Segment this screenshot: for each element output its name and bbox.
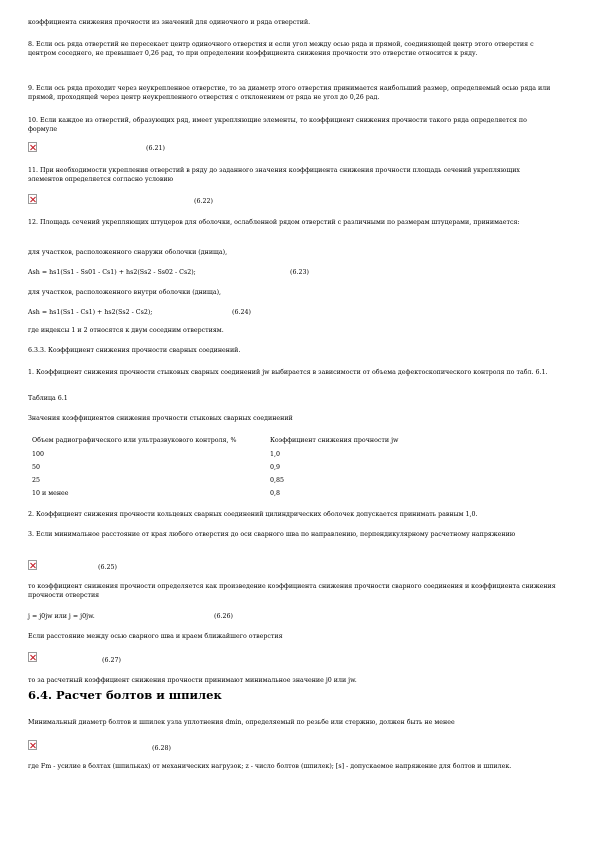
formula-number: (6.24) — [232, 309, 251, 316]
table-header: Объем радиографического или ультразвукового контроля, % — [32, 437, 237, 444]
broken-image-icon — [28, 740, 37, 750]
formula-number: (6.25) — [98, 564, 117, 571]
formula-number: (6.28) — [152, 745, 171, 752]
table-cell: 10 и менее — [32, 490, 69, 497]
table-cell: 0,9 — [270, 464, 281, 471]
paragraph-6-3-3-3d: то за расчетный коэффициент снижения прочности принимают минимальное значение j0 или jw. — [28, 677, 357, 684]
table-cell: 50 — [32, 464, 41, 471]
paragraph-9: 9. Если ось ряда проходит через неукрепленное отверстие, то за диаметр этого отверстия принимается наибольший размер, определяемый осью ряда или прямой, проходящей через центр неукрепленного отверстия с отклонением от ряда не угол до 0,26 рад. — [28, 85, 551, 101]
formula-number: (6.21) — [146, 145, 165, 152]
formula-number: (6.27) — [102, 657, 121, 664]
formula-text: j = j0jw или j = j0jw. — [28, 613, 95, 620]
formula-6-25 — [28, 560, 228, 572]
paragraph-11: 11. При необходимости укрепления отверстий в ряду до заданного значения коэффициента снижения прочности площадь сечений укрепляющих элементов определяется согласно условию — [28, 167, 520, 183]
paragraph-indices: где индексы 1 и 2 относятся к двум соседним отверстиям. — [28, 327, 224, 334]
paragraph-continuation: коэффициента снижения прочности из значений для одиночного и ряда отверстий. — [28, 19, 311, 26]
table-cell: 100 — [32, 451, 45, 458]
paragraph-6-4-1: Минимальный диаметр болтов и шпилек узла уплотнения dmin, определяемый по резьбе или стержню, должен быть не менее — [28, 719, 455, 726]
broken-image-icon — [28, 652, 37, 662]
paragraph-10: 10. Если каждое из отверстий, образующих ряд, имеет укрепляющие элементы, то коэффициент снижения прочности такого ряда определяется по формуле — [28, 117, 527, 133]
formula-number: (6.26) — [214, 613, 233, 620]
formula-text: Ash = hs1(Ss1 - Ss01 - Cs1) + hs2(Ss2 - Ss02 - Cs2); — [28, 269, 196, 276]
formula-6-23 — [28, 268, 428, 278]
paragraph-6-3-3-1: 1. Коэффициент снижения прочности стыковых сварных соединений jw выбирается в зависимости от объема дефектоскопического контроля по табл. 6.1. — [28, 369, 548, 376]
broken-image-icon — [28, 142, 37, 152]
paragraph-8: 8. Если ось ряда отверстий не пересекает центр одиночного отверстия и если угол между осью ряда и прямой, соединяющей центр этого отверстия с центром соседнего, не превышает 0,26 рад, то при определении коэффициента снижения прочности это отверстие относится к ряду. — [28, 41, 534, 57]
paragraph-12-inner: для участков, расположенного внутри оболочки (днища), — [28, 289, 222, 296]
paragraph-6-4-2: где Fm - усилие в болтах (шпильках) от механических нагрузок; z - число болтов (шпилек); [s] - допускаемое напряжение для болтов и шпилек. — [28, 763, 512, 770]
table-cell: 0,85 — [270, 477, 285, 484]
paragraph-6-3-3-3c: Если расстояние между осью сварного шва и краем ближайшего отверстия — [28, 633, 283, 640]
paragraph-6-3-3-3b: то коэффициент снижения прочности определяется как произведение коэффициента снижения прочности сварного соединения и коэффициента снижения прочности отверстия — [28, 583, 556, 599]
paragraph-6-3-3-2: 2. Коэффициент снижения прочности кольцевых сварных соединений цилиндрических оболочек допускается принимать равным 1,0. — [28, 511, 478, 518]
formula-6-24 — [28, 308, 428, 318]
broken-image-icon — [28, 560, 37, 570]
formula-number: (6.22) — [194, 198, 213, 205]
formula-6-27 — [28, 652, 228, 664]
formula-number: (6.23) — [290, 269, 309, 276]
broken-image-icon — [28, 194, 37, 204]
section-6-3-3: 6.3.3. Коэффициент снижения прочности сварных соединений. — [28, 347, 241, 354]
formula-6-26 — [28, 612, 428, 622]
table-cell: 25 — [32, 477, 41, 484]
formula-6-22 — [28, 194, 228, 206]
table-header: Коэффициент снижения прочности jw — [270, 437, 399, 444]
table-cell: 1,0 — [270, 451, 281, 458]
formula-6-28 — [28, 740, 228, 752]
paragraph-12-outer: для участков, расположенного снаружи оболочки (днища), — [28, 249, 228, 256]
section-heading-6-4: 6.4. Расчет болтов и шпилек — [28, 688, 222, 702]
table-title: Значения коэффициентов снижения прочности стыковых сварных соединений — [28, 415, 293, 422]
formula-text: Ash = hs1(Ss1 - Cs1) + hs2(Ss2 - Cs2); — [28, 309, 153, 316]
formula-6-21 — [28, 142, 228, 154]
table-label: Таблица 6.1 — [28, 395, 68, 402]
table-cell: 0,8 — [270, 490, 281, 497]
paragraph-12: 12. Площадь сечений укрепляющих штуцеров для оболочки, ослабленной рядом отверстий с различными по размерам штуцерами, принимается: — [28, 219, 520, 226]
paragraph-6-3-3-3: 3. Если минимальное расстояние от края любого отверстия до оси сварного шва по направлению, перпендикулярному расчетному напряжению — [28, 531, 516, 538]
